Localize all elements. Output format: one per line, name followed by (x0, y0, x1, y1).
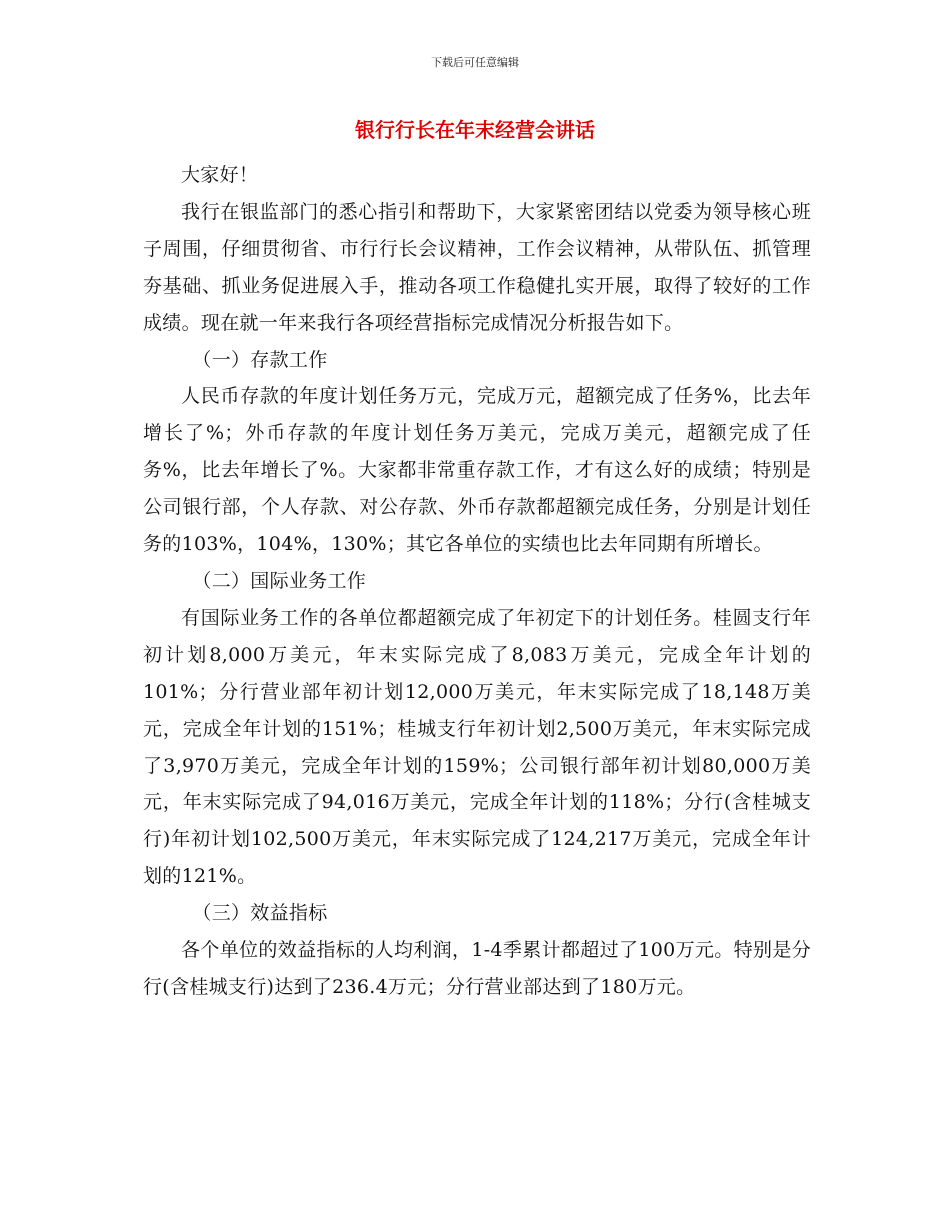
document-body (143, 157, 811, 1006)
section-heading-deposits: （一）存款工作 (192, 348, 328, 371)
document-title: 银行行长在年末经营会讲话 (355, 118, 595, 142)
section-heading-efficiency: （三）效益指标 (192, 902, 328, 925)
intro-paragraph: 我行在银监部门的悉心指引和帮助下，大家紧密团结以党委为领导核心班子周围，仔细贯彻省、市行行长会议精神，工作会议精神，从带队伍、抓管理夯基础、抓业务促进展入手，推动各项工作稳健扎实开展，取得了较好的工作成绩。现在就一年来我行各项经营指标完成情况分析报告如下。 (143, 200, 811, 334)
section-heading-international: （二）国际业务工作 (192, 569, 367, 592)
international-paragraph: 有国际业务工作的各单位都超额完成了年初定下的计划任务。桂圆支行年初计划8,000万美元，年末实际完成了8,083万美元，完成全年计划的101%；分行营业部年初计划12,000万美元，年末实际完成了18,148万美元，完成全年计划的151%；桂城支行年初计划2,500万美元，年末实际完成了3,970万美元，完成全年计划的159%；公司银行部年初计划80,000万美元，年末实际完成了94,016万美元，完成全年计划的118%；分行(含桂城支行)年初计划102,500万美元，年末实际完成了124,217万美元，完成全年计划的121%。 (143, 606, 811, 888)
deposits-paragraph: 人民币存款的年度计划任务万元，完成万元，超额完成了任务%，比去年增长了%；外币存款的年度计划任务万美元，完成万美元，超额完成了任务%，比去年增长了%。大家都非常重存款工作，才有这么好的成绩；特别是公司银行部，个人存款、对公存款、外币存款都超额完成任务，分别是计划任务的103%，104%，130%；其它各单位的实绩也比去年同期有所增长。 (143, 385, 811, 556)
header-note: 下载后可任意编辑 (431, 56, 519, 69)
greeting-paragraph: 大家好！ (181, 164, 259, 186)
efficiency-paragraph: 各个单位的效益指标的人均利润，1-4季累计都超过了100万元。特别是分行(含桂城支行)达到了236.4万元；分行营业部达到了180万元。 (143, 939, 811, 998)
